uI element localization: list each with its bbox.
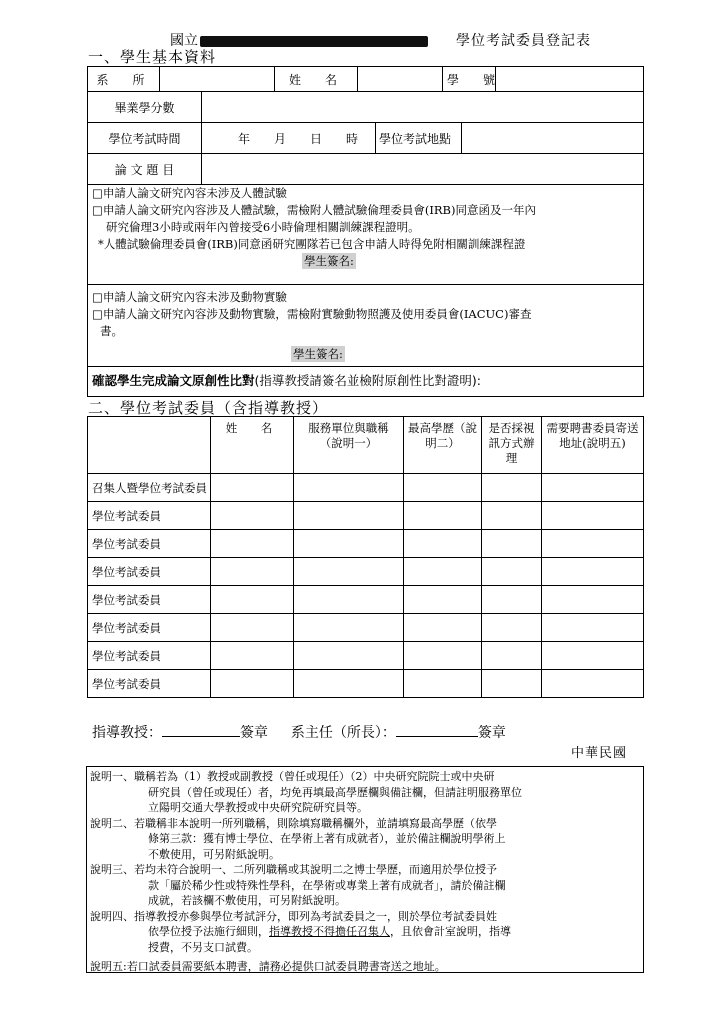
member-name-cell[interactable]	[211, 670, 294, 698]
member-affiliation-cell[interactable]	[294, 474, 404, 502]
member-address-cell[interactable]	[542, 586, 644, 614]
note-4-underlined: 指導教授不得擔任召集人	[269, 925, 390, 938]
role-label: 學位考試委員	[88, 502, 211, 530]
member-degree-cell[interactable]	[404, 614, 482, 642]
irb-option-involved[interactable]: □申請人論文研究內容涉及人體試驗，需檢附人體試驗倫理委員會(IRB)同意函及一年內	[92, 203, 536, 217]
role-label: 學位考試委員	[88, 530, 211, 558]
day-unit: 日	[310, 131, 323, 146]
exam-time-label: 學位考試時間	[88, 123, 202, 154]
committee-row	[88, 558, 644, 586]
redacted-school-name	[200, 36, 428, 47]
member-degree-cell[interactable]	[404, 558, 482, 586]
originality-section[interactable]	[87, 366, 644, 397]
header-affiliation: 服務單位與職稱（說明一）	[294, 417, 404, 474]
committee-row	[88, 642, 644, 670]
member-video-cell[interactable]	[482, 474, 542, 502]
originality-confirm-bold: 確認學生完成論文原創性比對	[92, 373, 255, 388]
dept-field[interactable]	[160, 67, 275, 92]
note-2-cont2: 不敷使用，可另附紙說明。	[148, 847, 280, 861]
member-name-cell[interactable]	[211, 502, 294, 530]
header-degree: 最高學歷（說明二）	[404, 417, 482, 474]
form-title	[170, 30, 591, 50]
member-affiliation-cell[interactable]	[294, 670, 404, 698]
member-affiliation-cell[interactable]	[294, 502, 404, 530]
member-video-cell[interactable]	[482, 558, 542, 586]
role-label: 學位考試委員	[88, 614, 211, 642]
member-video-cell[interactable]	[482, 670, 542, 698]
note-2-cont: 條第三款：獲有博士學位、在學術上著有成就者），並於備註欄說明學術上	[148, 832, 506, 845]
month-unit: 月	[274, 131, 287, 146]
year-unit: 年	[238, 131, 251, 146]
member-name-cell[interactable]	[211, 642, 294, 670]
header-letter-address: 需要聘書委員寄送地址(說明五)	[542, 417, 644, 474]
committee-row	[88, 586, 644, 614]
thesis-title-label: 論 文 題 目	[88, 154, 202, 185]
name-field[interactable]	[358, 67, 443, 92]
irb-option-involved-cont: 研究倫理3小時或兩年內曾接受6小時倫理相關訓練課程證明。	[106, 220, 420, 234]
chair-signature-blank[interactable]	[396, 724, 478, 737]
credits-label: 畢業學分數	[88, 92, 202, 123]
member-degree-cell[interactable]	[404, 642, 482, 670]
note-4-cont-post: ，且依會計室說明，指導	[390, 925, 511, 938]
irb-option-none[interactable]: □申請人論文研究內容未涉及人體試驗	[92, 186, 287, 200]
committee-table	[87, 416, 644, 698]
note-1-cont: 研究員（曾任或現任）者，均免再填最高學歷欄與備註欄，但請註明服務單位	[148, 785, 522, 799]
advisor-label: 指導教授：	[92, 725, 162, 741]
notes-box	[86, 766, 644, 973]
dept-label: 系 所	[88, 67, 160, 92]
member-name-cell[interactable]	[211, 530, 294, 558]
iacuc-option-involved[interactable]: □申請人論文研究內容涉及動物實驗，需檢附實驗動物照護及使用委員會(IACUC)審查	[92, 307, 532, 321]
exam-info-table	[87, 91, 644, 185]
member-affiliation-cell[interactable]	[294, 558, 404, 586]
member-degree-cell[interactable]	[404, 474, 482, 502]
member-affiliation-cell[interactable]	[294, 530, 404, 558]
member-address-cell[interactable]	[542, 502, 644, 530]
header-role	[88, 417, 211, 474]
note-3-cont: 款「屬於稀少性或特殊性學科，在學術或專業上著有成就者」，請於備註欄	[148, 878, 506, 892]
iacuc-option-involved-cont: 書。	[100, 324, 123, 338]
iacuc-section	[87, 284, 644, 367]
member-degree-cell[interactable]	[404, 502, 482, 530]
member-name-cell[interactable]	[211, 614, 294, 642]
member-address-cell[interactable]	[542, 530, 644, 558]
member-address-cell[interactable]	[542, 614, 644, 642]
committee-row	[88, 474, 644, 502]
credits-field[interactable]	[202, 92, 644, 123]
thesis-title-field[interactable]	[202, 154, 644, 185]
section2-title: 二、學位考試委員（含指導教授）	[88, 399, 329, 417]
note-1: 說明一、職稱若為（1）教授或副教授（曾任或現任）（2）中央研究院院士或中央研	[90, 770, 495, 783]
name-label: 姓 名	[275, 67, 358, 92]
role-label: 學位考試委員	[88, 558, 211, 586]
chair-label: 系主任（所長）：	[290, 725, 396, 741]
role-label: 學位考試委員	[88, 670, 211, 698]
exam-place-field[interactable]	[462, 123, 644, 154]
chair-stamp-label: 簽章	[477, 725, 506, 741]
member-affiliation-cell[interactable]	[294, 642, 404, 670]
member-degree-cell[interactable]	[404, 530, 482, 558]
member-name-cell[interactable]	[211, 586, 294, 614]
member-affiliation-cell[interactable]	[294, 586, 404, 614]
member-affiliation-cell[interactable]	[294, 614, 404, 642]
note-4: 說明四、指導教授亦參與學位考試評分，即列為考試委員之一，則於學位考試委員姓	[90, 909, 497, 923]
committee-row	[88, 614, 644, 642]
member-degree-cell[interactable]	[404, 586, 482, 614]
member-video-cell[interactable]	[482, 502, 542, 530]
id-label: 學 號	[443, 67, 496, 92]
originality-confirm-note: (指導教授請簽名並檢附原創性比對證明):	[254, 373, 481, 388]
member-video-cell[interactable]	[482, 530, 542, 558]
roc-date-label: 中華民國	[571, 746, 628, 761]
member-address-cell[interactable]	[542, 642, 644, 670]
advisor-signature-blank[interactable]	[162, 724, 240, 737]
member-video-cell[interactable]	[482, 614, 542, 642]
hour-unit: 時	[346, 131, 359, 146]
signature-line	[92, 722, 506, 742]
member-degree-cell[interactable]	[404, 670, 482, 698]
school-prefix: 國立	[170, 33, 198, 49]
irb-note: *人體試驗倫理委員會(IRB)同意函研究團隊若已包含申請人時得免附相關訓練課程證	[98, 237, 526, 251]
member-video-cell[interactable]	[482, 586, 542, 614]
committee-row	[88, 670, 644, 698]
role-label: 學位考試委員	[88, 586, 211, 614]
note-3: 說明三、若均未符合說明一、二所列職稱或其說明二之博士學歷，而適用於學位授予	[90, 863, 497, 876]
role-label: 學位考試委員	[88, 642, 211, 670]
member-address-cell[interactable]	[542, 558, 644, 586]
note-5: 說明五:若口試委員需要紙本聘書，請務必提供口試委員聘書寄送之地址。	[90, 960, 446, 973]
irb-student-signature[interactable]: 學生簽名:	[304, 254, 354, 268]
iacuc-option-none[interactable]: □申請人論文研究內容未涉及動物實驗	[92, 290, 287, 304]
committee-row	[88, 502, 644, 530]
document-title: 學位考試委員登記表	[456, 33, 591, 49]
member-address-cell[interactable]	[542, 474, 644, 502]
advisor-stamp-label: 簽章	[240, 725, 268, 741]
note-2: 說明二、若職稱非本說明一所列職稱，則除填寫職稱欄外，並請填寫最高學歷（依學	[90, 816, 497, 830]
member-name-cell[interactable]	[211, 474, 294, 502]
note-4-cont-pre: 依學位授予法施行細則，	[148, 925, 269, 938]
member-address-cell[interactable]	[542, 670, 644, 698]
id-field[interactable]	[496, 67, 644, 92]
header-name: 姓 名	[211, 417, 294, 474]
note-1-cont2: 立陽明交通大學教授或中央研究院研究員等。	[148, 801, 368, 814]
committee-row	[88, 530, 644, 558]
iacuc-student-signature[interactable]: 學生簽名:	[293, 347, 343, 361]
exam-time-field[interactable]	[202, 123, 376, 154]
exam-place-label: 學位考試地點	[376, 123, 462, 154]
section1-title: 一、學生基本資料	[88, 48, 217, 66]
student-info-table	[87, 66, 644, 92]
header-video: 是否採視訊方式辦理	[482, 417, 542, 474]
irb-section	[87, 184, 644, 285]
note-4-cont2: 授費，不另支口試費。	[148, 940, 258, 954]
member-video-cell[interactable]	[482, 642, 542, 670]
member-name-cell[interactable]	[211, 558, 294, 586]
role-label: 召集人暨學位考試委員	[88, 474, 211, 502]
note-3-cont2: 成就，若該欄不敷使用，可另附紙說明。	[148, 894, 346, 907]
